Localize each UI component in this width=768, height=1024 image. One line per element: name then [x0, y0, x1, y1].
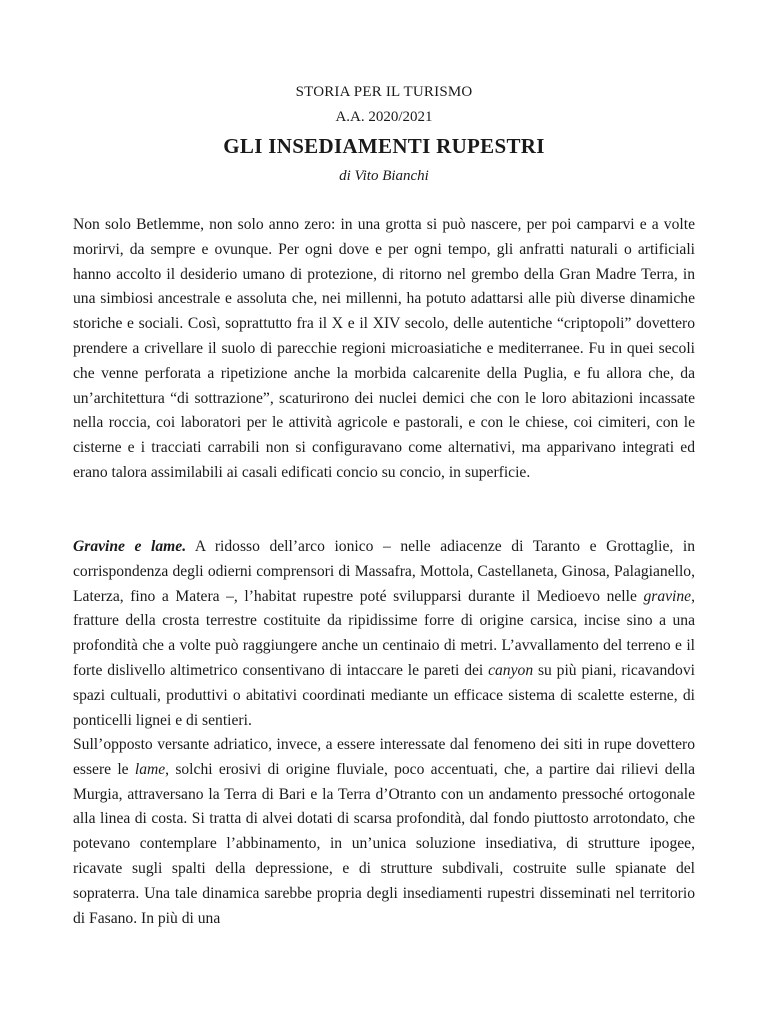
author-line: di Vito Bianchi — [339, 168, 429, 184]
paragraph-text: Sull’opposto versante adriatico, invece, a essere interessate dal fenomeno dei siti in rupe dovettero essere le — [73, 736, 695, 778]
paragraph-text: , fratture della crosta terrestre costituite da ripidissime forre di origine carsica, incise sino a una profondità che a volte può raggiungere anche un centinaio di metri. L’avvallamento del terreno e il forte dislivello altimetrico consentivano di intaccare le pareti dei — [73, 587, 695, 679]
italic-term-gravine: gravine — [643, 587, 692, 605]
paragraph-text: , solchi erosivi di origine fluviale, poco accentuati, che, a partire dai rilievi della Murgia, attraversano la Terra di Bari e la Terra d’Otranto con un andamento pressoché ortogonale alla linea di costa. Si tratta di alvei dotati di scarsa profondità, dal fondo piuttosto arrotondato, che potevano contemplare l’abbinamento, in un’unica soluzione insediativa, di strutture ipogee, ricavate sugli spalti della depressione, e di strutture subdivali, costruite sulle spianate del sopraterra. Una tale dinamica sarebbe propria degli insediamenti rupestri disseminati nel territorio di Fasano. In più di una — [73, 760, 695, 927]
paragraph-adriatic — [73, 733, 695, 931]
course-title: STORIA PER IL TURISMO — [295, 84, 473, 100]
paragraph-text: A ridosso dell’arco ionico – nelle adiacenze di Taranto e Grottaglie, in corrispondenza degli odierni comprensori di Massafra, Mottola, Castellaneta, Ginosa, Palagianello, Laterza, fino a Matera –, l’habitat rupestre poté svilupparsi durante il Medioevo nelle — [73, 538, 695, 605]
section-lead-heading: Gravine e lame. — [73, 538, 187, 555]
italic-term-lame: lame — [134, 760, 166, 778]
paragraph-text: su più piani, ricavandovi spazi cultuali, produttivi o abitativi coordinati mediante un efficace sistema di scalette esterne, di ponticelli lignei e di sentieri. — [73, 661, 695, 729]
paragraph-gravine-e-lame — [73, 535, 695, 733]
paragraph-intro: Non solo Betlemme, non solo anno zero: in una grotta si può nascere, per poi camparvi e a volte morirvi, da sempre e ovunque. Per ogni dove e per ogni tempo, gli anfratti naturali o artificiali hanno accolto il desiderio umano di protezione, di ritorno nel grembo della Gran Madre Terra, in una simbiosi ancestrale e assoluta che, nei millenni, ha potuto adattarsi alle più diverse dinamiche storiche e sociali. Così, soprattutto fra il X e il XIV secolo, delle autentiche “criptopoli” dovettero prendere a crivellare il suolo di parecchie regioni microasiatiche e mediterranee. Fu in quei secoli che venne perforata a ripetizione anche la morbida calcarenite della Puglia, e fu allora che, da un’architettura “di sottrazione”, scaturirono dei nuclei demici che con le loro abitazioni incassate nella roccia, coi laboratori per le attività agricole e pastorali, e con le chiese, coi cimiteri, con le cisterne e i tracciati carrabili non si configuravano come alternativi, ma apparivano integrati ed erano talora assimilabili ai casali edificati concio su concio, in superficie. — [73, 216, 695, 481]
academic-year: A.A. 2020/2021 — [335, 109, 433, 125]
document-title: GLI INSEDIAMENTI RUPESTRI — [223, 134, 545, 158]
italic-term-canyon: canyon — [488, 661, 534, 679]
